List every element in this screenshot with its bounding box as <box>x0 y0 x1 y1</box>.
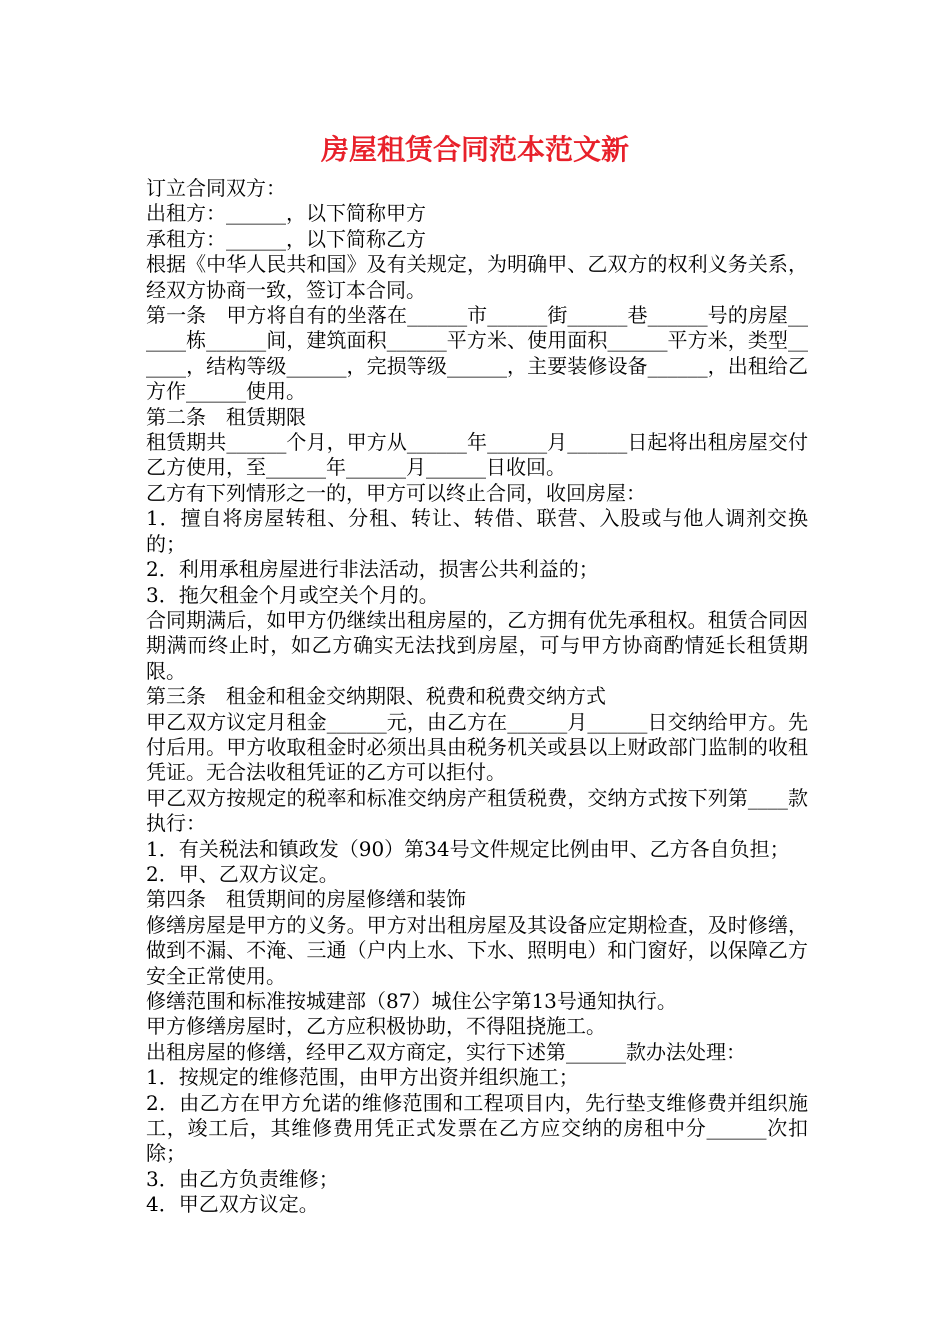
list-item: 2．利用承租房屋进行非法活动，损害公共利益的； <box>146 557 599 582</box>
document-body <box>146 176 808 1218</box>
paragraph: 根据《中华人民共和国》及有关规定，为明确甲、乙双方的权利义务关系，经双方协商一致，签订本合同。 <box>146 252 808 302</box>
paragraph: 承租方：______，以下简称乙方 <box>146 226 426 251</box>
list-item: 2．甲、乙双方议定。 <box>146 861 339 886</box>
section-heading: 第四条 租赁期间的房屋修缮和装饰 <box>146 887 466 912</box>
paragraph: 租赁期共______个月，甲方从______年______月______日起将出租房屋交付乙方使用，至______年______月______日收回。 <box>146 430 808 480</box>
paragraph: 甲乙双方议定月租金______元，由乙方在______月______日交纳给甲方。先付后用。甲方收取租金时必须出具由税务机关或县以上财政部门监制的收租凭证。无合法收租凭证的乙方可以拒付。 <box>146 709 808 785</box>
list-item: 1．有关税法和镇政发（90）第34号文件规定比例由甲、乙方各自负担； <box>146 836 790 861</box>
paragraph: 修缮范围和标准按城建部（87）城住公字第13号通知执行。 <box>146 989 677 1013</box>
paragraph: 第一条 甲方将自有的坐落在______市______街______巷______号的房屋______栋______间，建筑面积______平方米、使用面积______平方米，类型______，结构等级______，完损等级______，主要装修设备______，出租给乙方作______使用。 <box>146 303 808 404</box>
list-item: 2．由乙方在甲方允诺的维修范围和工程项目内，先行垫支维修费并组织施工，竣工后，其维修费用凭正式发票在乙方应交纳的房租中分______次扣除； <box>146 1090 808 1166</box>
paragraph: 出租房屋的修缮，经甲乙双方商定，实行下述第______款办法处理： <box>146 1039 746 1064</box>
document-title: 房屋租赁合同范本范文新 <box>320 133 629 166</box>
list-item: 3．拖欠租金个月或空关个月的。 <box>146 582 439 607</box>
paragraph: 甲乙双方按规定的税率和标准交纳房产租赁税费，交纳方式按下列第____款执行： <box>146 785 808 836</box>
list-item: 1．按规定的维修范围，由甲方出资并组织施工； <box>146 1065 579 1090</box>
list-item: 4．甲乙双方议定。 <box>146 1192 319 1217</box>
paragraph: 合同期满后，如甲方仍继续出租房屋的，乙方拥有优先承租权。租赁合同因期满而终止时，如乙方确实无法找到房屋，可与甲方协商酌情延长租赁期限。 <box>146 607 808 683</box>
paragraph: 订立合同双方： <box>146 176 286 200</box>
list-item: 3．由乙方负责维修； <box>146 1166 339 1191</box>
list-item: 1．擅自将房屋转租、分租、转让、转借、联营、入股或与他人调剂交换的； <box>146 506 808 556</box>
section-heading: 第三条 租金和租金交纳期限、税费和税费交纳方式 <box>146 684 606 709</box>
paragraph: 修缮房屋是甲方的义务。甲方对出租房屋及其设备应定期检查，及时修缮，做到不漏、不淹、三通（户内上水、下水、照明电）和门窗好，以保障乙方安全正常使用。 <box>146 912 808 988</box>
paragraph: 乙方有下列情形之一的，甲方可以终止合同，收回房屋： <box>146 480 646 505</box>
section-heading: 第二条 租赁期限 <box>146 404 306 429</box>
paragraph: 出租方：______，以下简称甲方 <box>146 201 426 226</box>
paragraph: 甲方修缮房屋时，乙方应积极协助，不得阻挠施工。 <box>146 1014 606 1039</box>
